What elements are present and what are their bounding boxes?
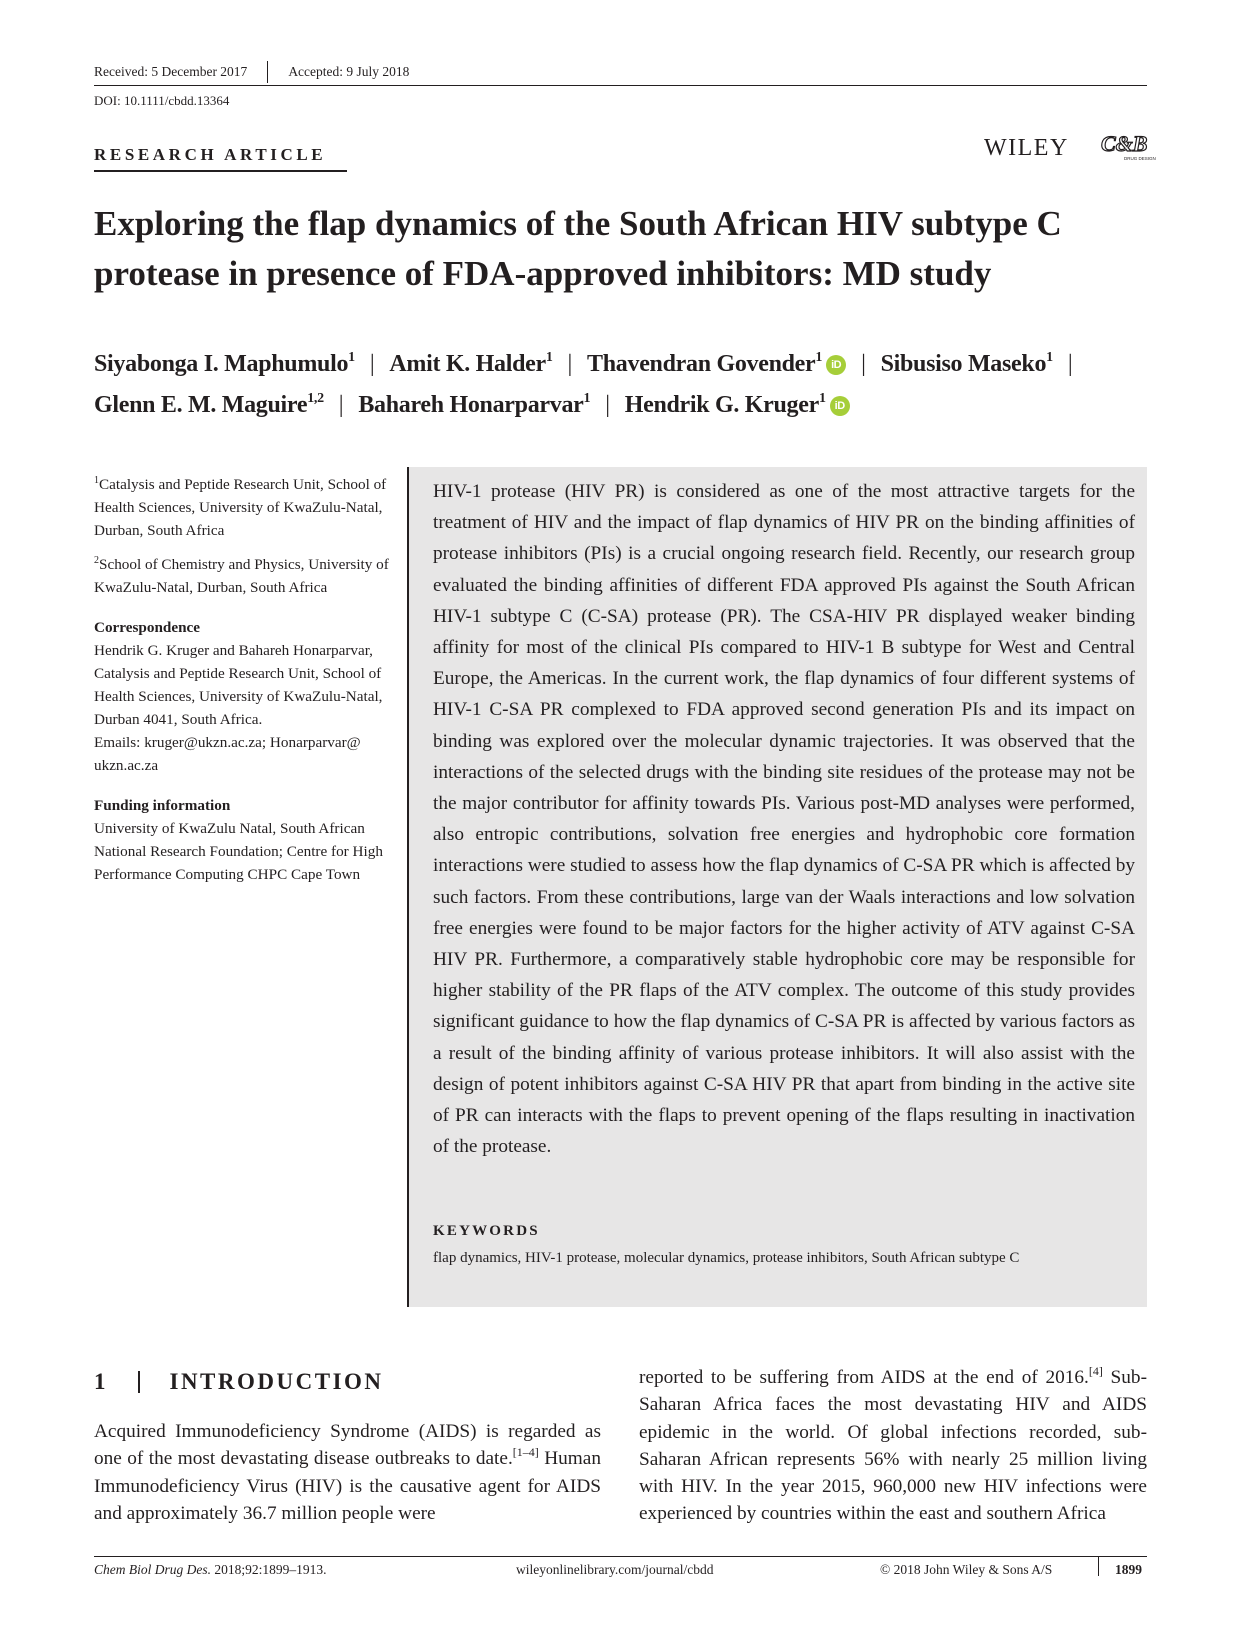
intro-paragraph-right: reported to be suffering from AIDS at the end of 2016.[4] Sub-Saharan Africa faces the most devastating HIV and AIDS epidemic in the world. Of global infections recorded, sub-Saharan African represents 56% with nearly 25 million living with HIV. In the year 2015, 960,000 new HIV infections were experienced by countries within the east and southern Africa [639, 1364, 1147, 1525]
copyright: © 2018 John Wiley & Sons A/S [880, 1562, 1053, 1577]
author-list [94, 344, 1154, 426]
journal-logo-icon [1098, 129, 1156, 165]
received-date: Received: 5 December 2017 [94, 64, 248, 79]
correspondence-heading: Correspondence [94, 619, 201, 637]
journal-url[interactable]: wileyonlinelibrary.com/journal/cbdd [516, 1562, 714, 1577]
journal-logo-text: C&B [1101, 131, 1148, 156]
keywords-heading: KEYWORDS [433, 1223, 540, 1239]
intro-paragraph-left: Acquired Immunodeficiency Syndrome (AIDS) is regarded as one of the most devastating disease outbreaks to date.[1–4] Human Immunodeficiency Virus (HIV) is the causative agent for AIDS and approximately 36.7 million people were [94, 1421, 601, 1524]
abstract-rule [407, 467, 409, 1307]
dates-divider [267, 61, 268, 83]
header-rule [94, 85, 1147, 86]
section-title: INTRODUCTION [169, 1369, 384, 1394]
article-title: Exploring the flap dynamics of the South African HIV subtype C protease in presence of FDA-approved inhibitors: MD study [94, 204, 1062, 293]
author-separator: | [605, 392, 610, 418]
funding-heading: Funding information [94, 797, 231, 815]
doi[interactable]: DOI: 10.1111/cbdd.13364 [94, 93, 230, 108]
author-separator: | [338, 392, 344, 418]
author-name[interactable]: Amit K. Halder$^1$ [389, 350, 553, 377]
section-number: 1 [94, 1369, 106, 1394]
footer-rule [94, 1556, 1147, 1557]
section-divider [138, 1371, 140, 1393]
abstract-text: HIV-1 protease (HIV PR) is considered as one of the most attractive targets for the treatment of HIV and the impact of flap dynamics of HIV PR on the binding affinities of protease inhibitors (PIs) is a crucial ongoing research field. Recently, our research group evaluated the binding affinities of different FDA approved PIs against the South African HIV-1 subtype C (C-SA) protease (PR). The CSA-HIV PR displayed weaker binding affinity for most of the clinical PIs compared to HIV-1 B subtype for West and Central Europe, the Americas. In the current work, the flap dynamics of four different systems of HIV-1 C-SA PR complexed to FDA approved second generation PIs and its impact on binding was explored over the molecular dynamic trajectories. It was observed that the interactions of the selected drugs with the binding site residues of the protease may not be the major contributor for affinity towards PIs. Various post-MD analyses were performed, also entropic contributions, solvation free energies and hydrophobic core formation interactions were studied to assess how the flap dynamics of C-SA PR which is affected by such factors. From these contributions, large van der Waals interactions and low solvation free energies were found to be major factors for the higher activity of ATV against C-SA HIV PR. Furthermore, a comparatively stable hydrophobic core may be responsible for higher stability of the PR flaps of the ATV complex. The outcome of this study provides significant guidance to how the flap dynamics of C-SA PR is affected by various factors as a result of the binding affinity of various protease inhibitors. It will also assist with the design of potent inhibitors against C-SA HIV PR that apart from binding in the active site of PR can interacts with the flaps to prevent opening of the flaps resulting in inactivation of the protease. [433, 481, 1135, 1158]
author-name[interactable]: Hendrik G. Kruger$^1$ iD [625, 392, 850, 418]
publisher-logo: WILEY [984, 135, 1069, 161]
section-heading [94, 1369, 384, 1395]
journal-logo-subtext: DRUG DESIGN [1124, 156, 1156, 161]
affiliation: $^1$Catalysis and Peptide Research Unit, School of Health Sciences, University of KwaZulu-Natal, Durban, South Africa [94, 475, 387, 540]
article-dates [94, 61, 409, 83]
citation-link[interactable]: [1–4] [512, 1445, 539, 1460]
orcid-icon[interactable]: iD [826, 355, 846, 375]
article-type-underline [94, 170, 347, 172]
keywords-list: flap dynamics, HIV-1 protease, molecular dynamics, protease inhibitors, South African subtype C [433, 1250, 1020, 1266]
affiliation: $^2$School of Chemistry and Physics, University of KwaZulu-Natal, Durban, South Africa [94, 555, 389, 597]
sidebar-info [94, 469, 394, 886]
author-name[interactable]: Glenn E. M. Maguire$^{1,2}$ [94, 391, 324, 418]
author-name[interactable]: Sibusiso Maseko$^1$ [880, 350, 1053, 377]
page-number: 1899 [1115, 1562, 1142, 1577]
citation-link[interactable]: [4] [1088, 1364, 1103, 1378]
author-name[interactable]: Bahareh Honarparvar$^1$ [358, 391, 591, 418]
citation-details: 2018;92:1899–1913. [211, 1562, 327, 1577]
journal-name: Chem Biol Drug Des. [94, 1562, 211, 1577]
correspondence-emails[interactable]: Emails: kruger@ukzn.ac.za; Honarparvar@ ukzn.ac.za [94, 734, 361, 775]
author-separator: | [369, 351, 375, 377]
author-name[interactable]: Thavendran Govender$^1$ iD [587, 351, 846, 377]
orcid-icon[interactable]: iD [830, 396, 850, 416]
author-separator: | [567, 351, 573, 377]
accepted-date: Accepted: 9 July 2018 [288, 64, 410, 79]
correspondence-text: Hendrik G. Kruger and Bahareh Honarparvar, Catalysis and Peptide Research Unit, School of Health Sciences, University of KwaZulu-Natal, Durban 4041, South Africa. [94, 642, 383, 729]
footer-citation [94, 1562, 327, 1578]
footer-divider [1098, 1556, 1099, 1576]
funding-text: University of KwaZulu Natal, South African National Research Foundation; Centre for High Performance Computing CHPC Cape Town [94, 820, 383, 884]
author-separator: | [1067, 351, 1073, 377]
author-name[interactable]: Siyabonga I. Maphumulo$^1$ [94, 350, 355, 377]
author-separator: | [861, 351, 866, 377]
article-type: RESEARCH ARTICLE [94, 145, 327, 164]
